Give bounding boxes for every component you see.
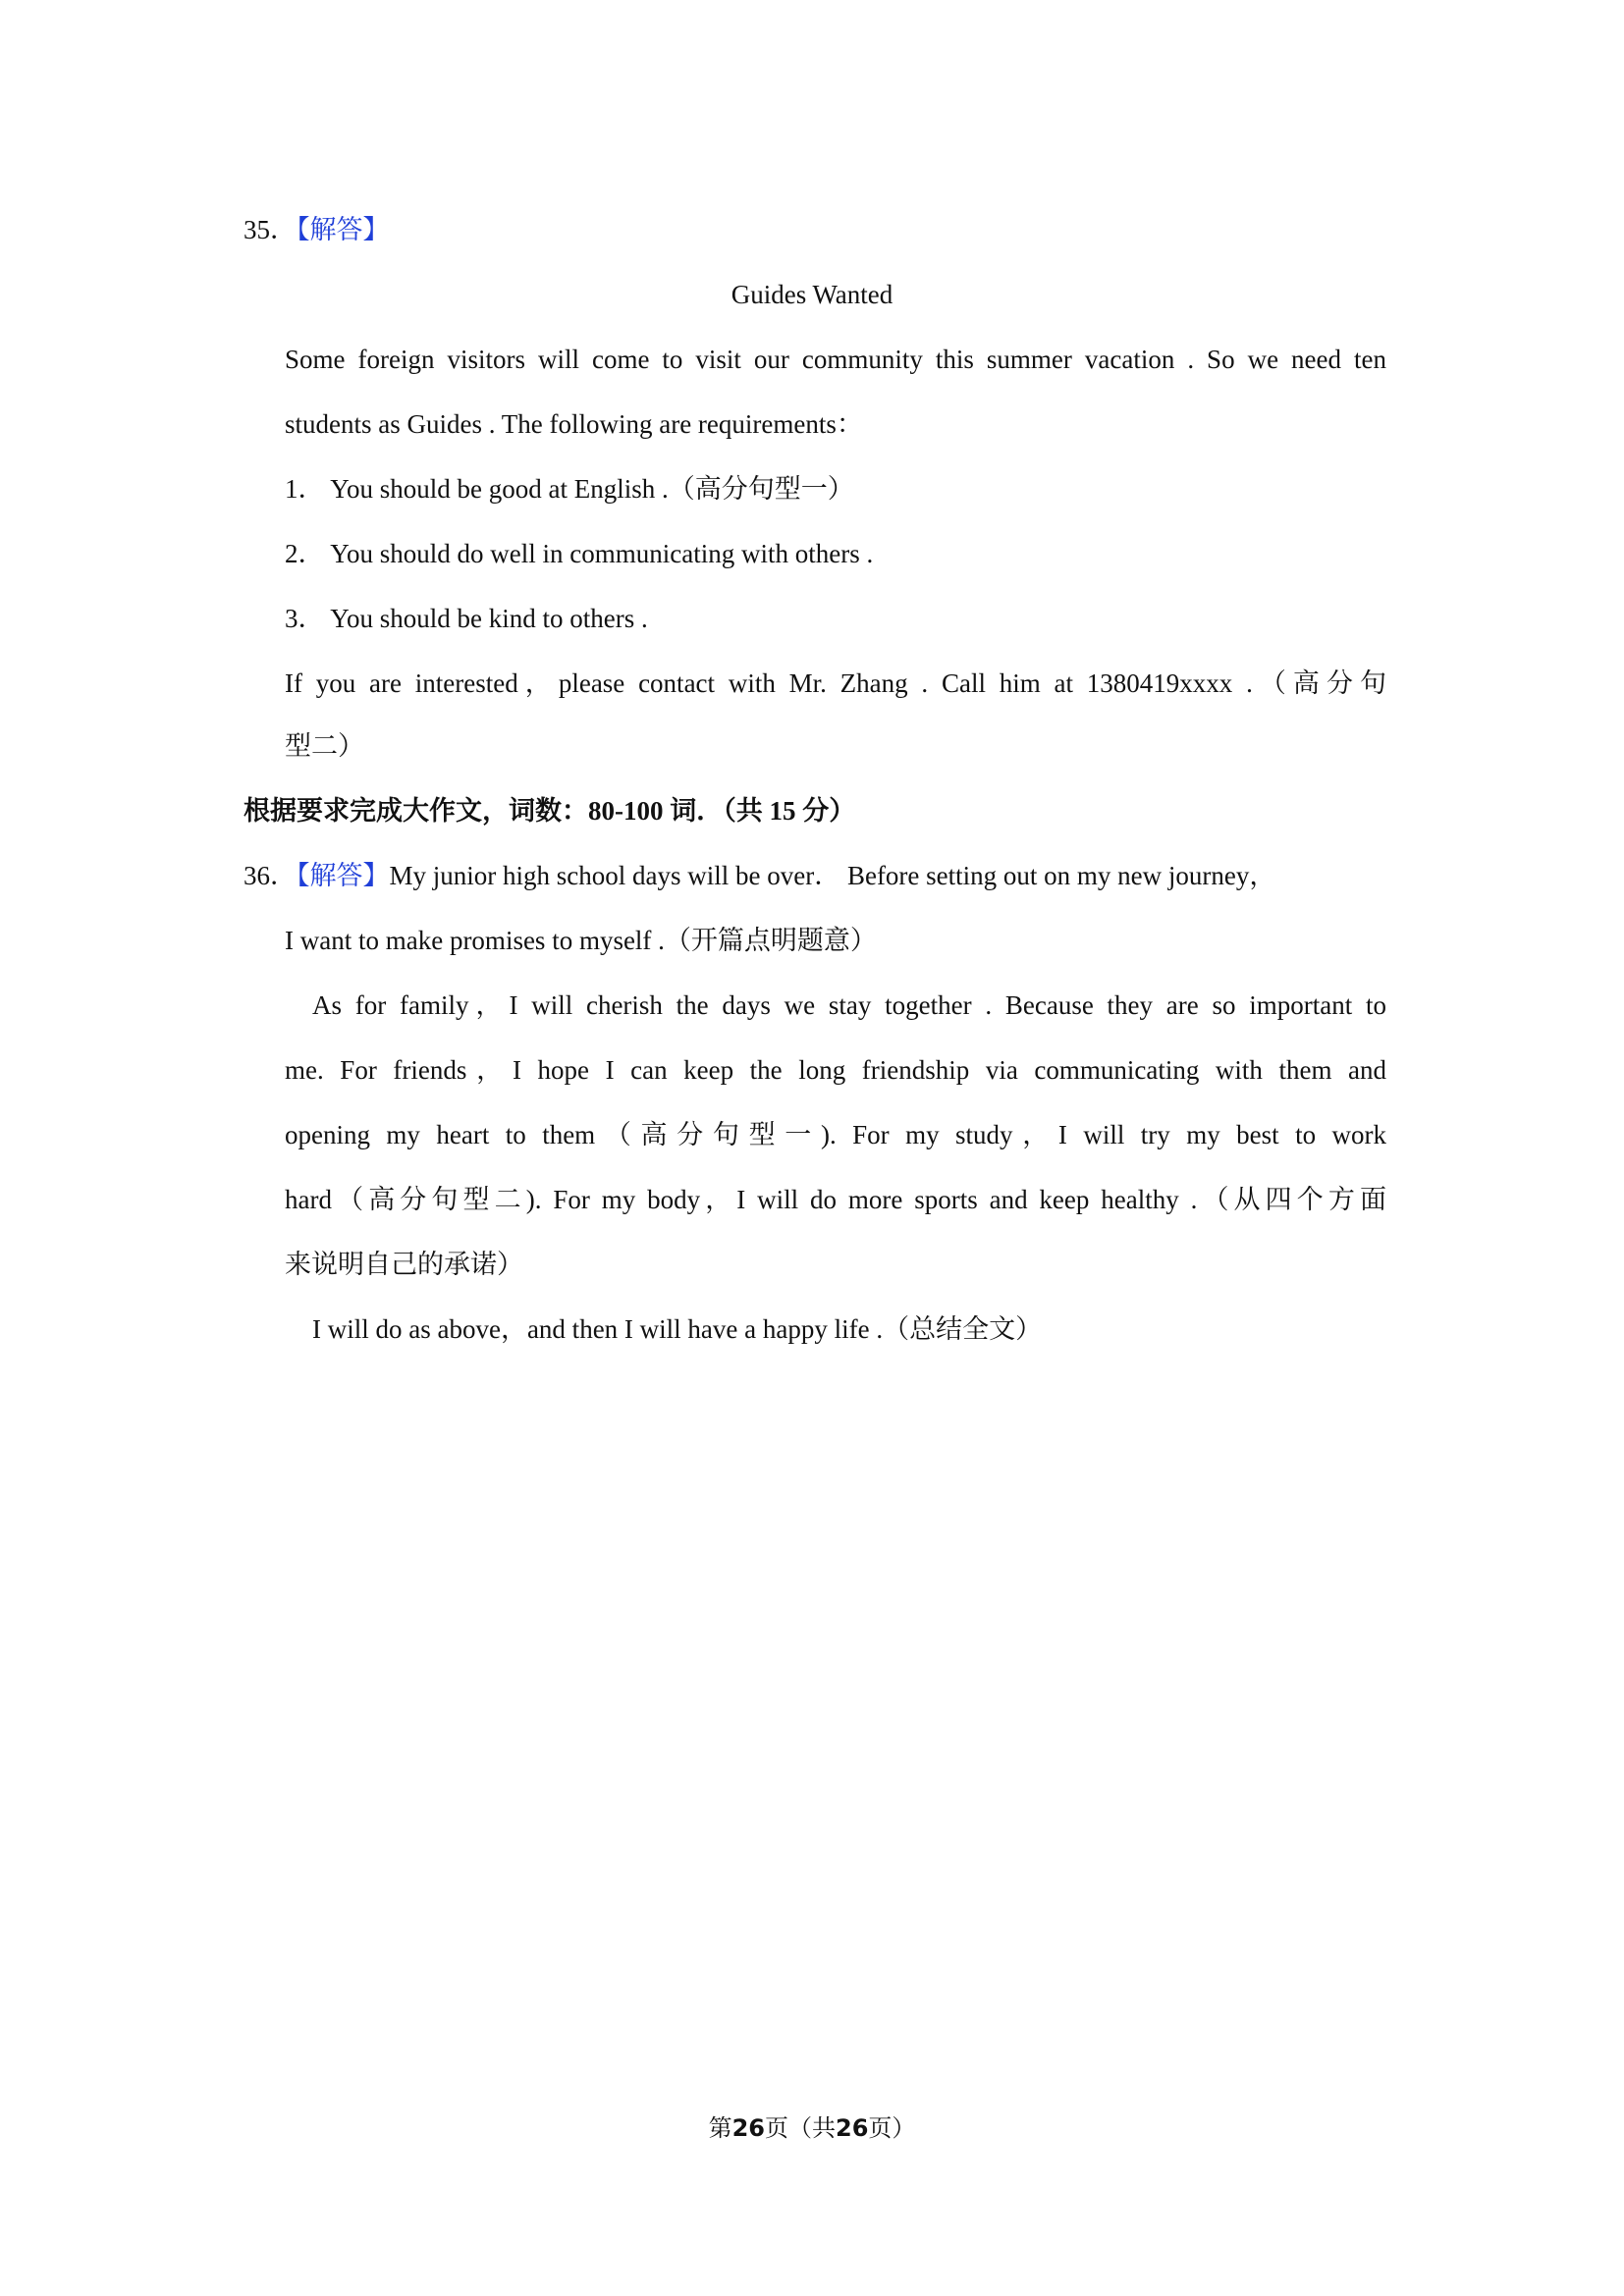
q36-para2-line3: opening my heart to them（高分句型一). For my study，I will try my best to work — [285, 1120, 1386, 1149]
q35-requirement-1: 1． You should be good at English .（高分句型一） — [285, 474, 854, 504]
q35-contact-line1: If you are interested，please contact with Mr. Zhang . Call him at 1380419xxxx .（高分句 — [285, 668, 1386, 698]
q36-line2: I want to make promises to myself .（开篇点明题意） — [285, 926, 877, 955]
q36-answer-tag: 【解答】 — [297, 861, 390, 890]
footer-suffix: 页） — [868, 2116, 916, 2142]
footer-page-number: 26 — [731, 2114, 765, 2142]
footer-middle: 页（共 — [765, 2116, 836, 2142]
q35-para1-line1: Some foreign visitors will come to visit our community this summer vacation . So we need ten — [285, 345, 1386, 374]
q36-para2-line1: As for family，I will cherish the days we stay together . Because they are so important to — [312, 990, 1386, 1020]
footer-total-pages: 26 — [836, 2114, 869, 2142]
q36-number: 36． — [244, 861, 297, 890]
q35-answer-tag: 【解答】 — [297, 215, 390, 244]
q36-para2-line4: hard（高分句型二). For my body，I will do more sports and keep healthy .（从四个方面 — [285, 1185, 1386, 1214]
q36-para2-line2: me. For friends，I hope I can keep the long friendship via communicating with them and — [285, 1055, 1386, 1085]
footer-prefix: 第 — [708, 2116, 732, 2142]
q35-header — [244, 212, 390, 247]
q35-title: Guides Wanted — [731, 280, 893, 309]
q35-contact-line2: 型二） — [285, 731, 364, 761]
q36-para2-line5: 来说明自己的承诺） — [285, 1250, 523, 1279]
q36-line1-text: My junior high school days will be over． Before setting out on my new journey， — [389, 861, 1276, 890]
q35-para1-line2: students as Guides . The following are requirements： — [285, 409, 863, 439]
q35-number: 35． — [244, 215, 297, 244]
page-footer — [0, 2110, 1624, 2147]
q35-requirement-3: 3． You should be kind to others . — [285, 604, 648, 633]
q36-line1 — [244, 858, 1275, 893]
section-heading: 根据要求完成大作文，词数：80-100 词．（共 15 分） — [244, 796, 856, 826]
q35-requirement-2: 2． You should do well in communicating with others . — [285, 539, 874, 568]
q36-para3-line1: I will do as above，and then I will have a happy life .（总结全文） — [312, 1314, 1043, 1344]
